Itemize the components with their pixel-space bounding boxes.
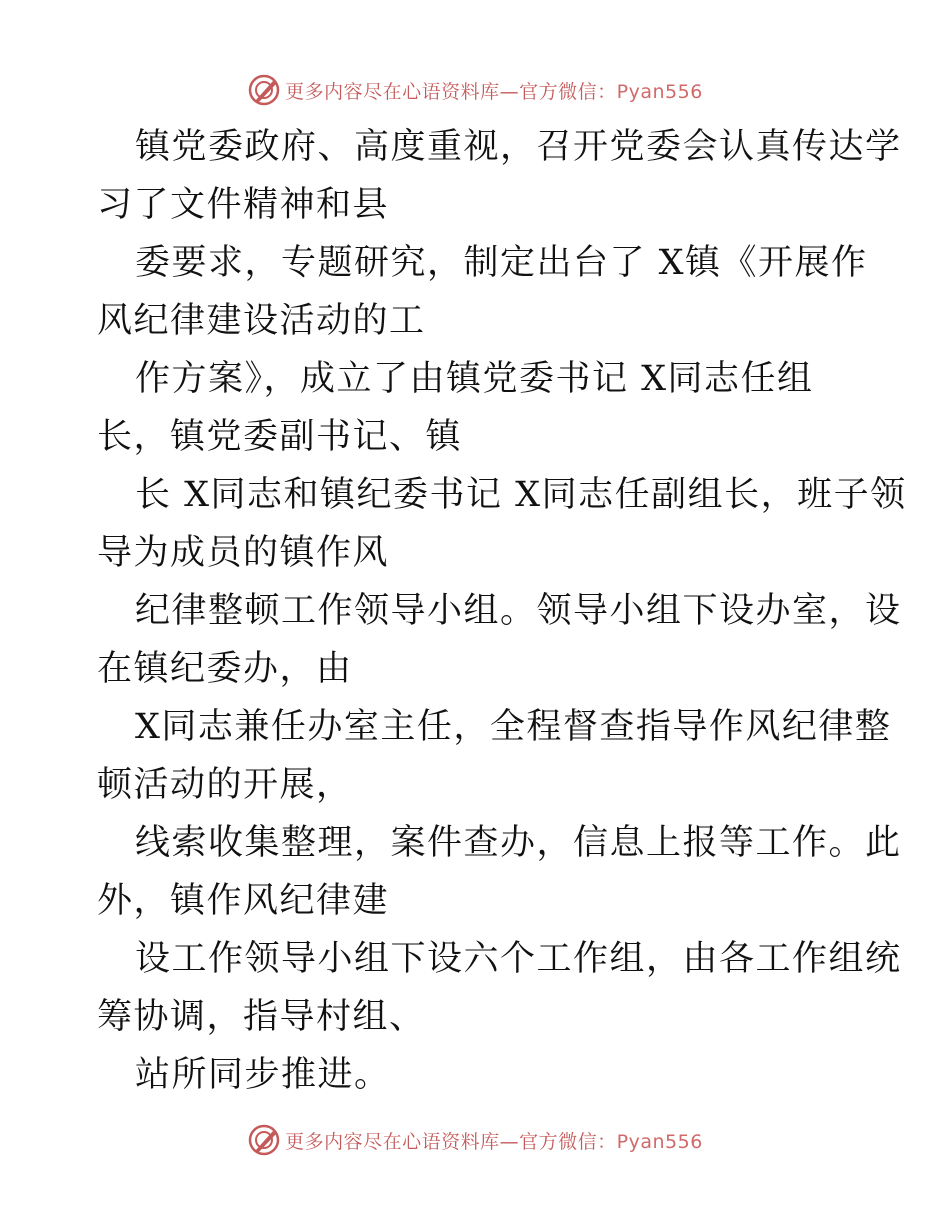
text-line: 纪律整顿工作领导小组。领导小组下设办室，设 bbox=[135, 591, 902, 631]
text-line: 导为成员的镇作风 bbox=[97, 533, 390, 573]
watermark-footer bbox=[0, 1120, 950, 1160]
text-line: 外，镇作风纪律建 bbox=[97, 881, 390, 921]
watermark-text: 更多内容尽在心语资料库—官方微信：Pyan556 bbox=[285, 80, 703, 103]
document-body bbox=[97, 118, 907, 1104]
text-line: 长 X同志和镇纪委书记 X同志任副组长，班子领 bbox=[135, 475, 907, 515]
text-line: 长，镇党委副书记、镇 bbox=[97, 417, 463, 457]
text-line: 委要求，专题研究，制定出台了 X镇《开展作 bbox=[135, 243, 868, 283]
watermark-account: Pyan556 bbox=[616, 1130, 703, 1153]
text-line: 风纪律建设活动的工 bbox=[97, 301, 426, 341]
text-line: 线索收集整理，案件查办，信息上报等工作。此 bbox=[135, 823, 902, 863]
watermark-header bbox=[0, 70, 950, 110]
pen-logo-icon bbox=[247, 73, 281, 107]
text-line: 镇党委政府、高度重视，召开党委会认真传达学 bbox=[135, 127, 902, 167]
watermark-text: 更多内容尽在心语资料库—官方微信：Pyan556 bbox=[285, 1130, 703, 1153]
text-line: X同志兼任办室主任，全程督查指导作风纪律整 bbox=[135, 707, 892, 747]
text-line: 站所同步推进。 bbox=[135, 1055, 391, 1095]
text-line: 设工作领导小组下设六个工作组，由各工作组统 bbox=[135, 939, 902, 979]
text-line: 作方案》，成立了由镇党委书记 X同志任组 bbox=[135, 359, 814, 399]
text-line: 筹协调，指导村组、 bbox=[97, 997, 426, 1037]
pen-logo-icon bbox=[247, 1123, 281, 1157]
text-line: 在镇纪委办，由 bbox=[97, 649, 353, 689]
text-line: 习了文件精神和县 bbox=[97, 185, 390, 225]
text-line: 顿活动的开展， bbox=[97, 765, 353, 805]
watermark-account: Pyan556 bbox=[616, 80, 703, 103]
